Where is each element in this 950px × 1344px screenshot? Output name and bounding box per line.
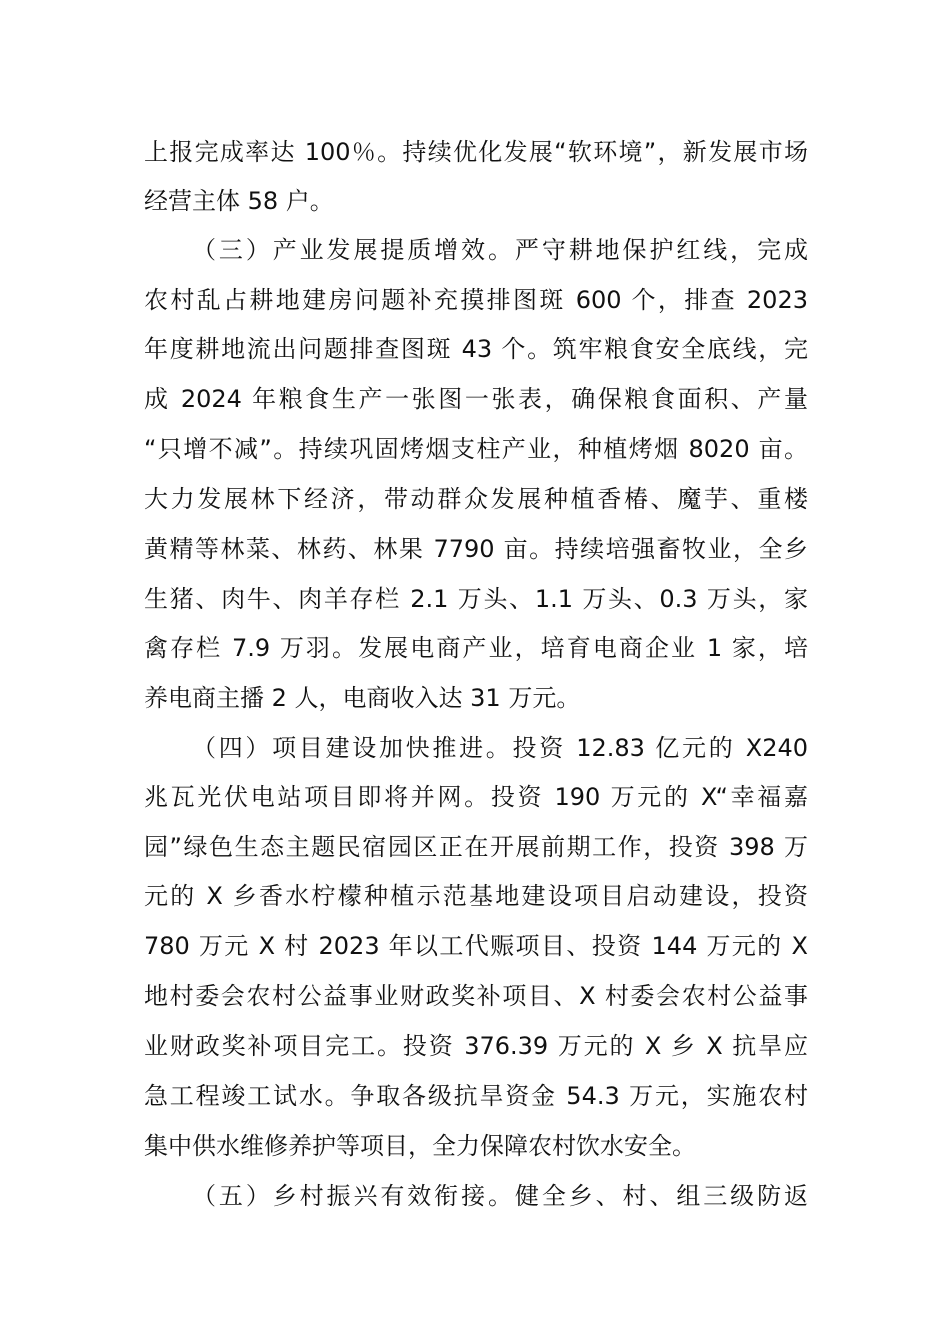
- text-line-11: 禽存栏 7.9 万羽。发展电商产业，培育电商企业 1 家，培: [144, 634, 808, 662]
- text-line-14: 兆瓦光伏电站项目即将并网。投资 190 万元的 X“幸福嘉: [144, 783, 808, 811]
- section-heading-3: （三）产业发展提质增效。严守耕地保护红线，完成: [192, 236, 808, 264]
- text-line-20: 急工程竣工试水。争取各级抗旱资金 54.3 万元，实施农村: [144, 1082, 808, 1110]
- section-heading-5: （五）乡村振兴有效衔接。健全乡、村、组三级防返: [192, 1182, 808, 1210]
- text-line-16: 元的 X 乡香水柠檬种植示范基地建设项目启动建设，投资: [144, 882, 808, 910]
- text-line-18: 地村委会农村公益事业财政奖补项目、X 村委会农村公益事: [144, 982, 808, 1010]
- text-line-4: 农村乱占耕地建房问题补充摸排图斑 600 个，排查 2023: [144, 286, 808, 314]
- text-line-1: 上报完成率达 100％。持续优化发展“软环境”，新发展市场: [144, 138, 808, 166]
- text-line-5: 年度耕地流出问题排查图斑 43 个。筑牢粮食安全底线，完: [144, 335, 808, 363]
- text-line-10: 生猪、肉牛、肉羊存栏 2.1 万头、1.1 万头、0.3 万头，家: [144, 585, 808, 613]
- text-line-7: “只增不减”。持续巩固烤烟支柱产业，种植烤烟 8020 亩。: [144, 435, 808, 463]
- text-line-21: 集中供水维修养护等项目，全力保障农村饮水安全。: [144, 1132, 696, 1160]
- text-line-6: 成 2024 年粮食生产一张图一张表，确保粮食面积、产量: [144, 385, 808, 413]
- text-line-19: 业财政奖补项目完工。投资 376.39 万元的 X 乡 X 抗旱应: [144, 1032, 808, 1060]
- text-line-8: 大力发展林下经济，带动群众发展种植香椿、魔芋、重楼: [144, 485, 808, 513]
- text-line-9: 黄精等林菜、林药、林果 7790 亩。持续培强畜牧业，全乡: [144, 535, 808, 563]
- section-heading-4: （四）项目建设加快推进。投资 12.83 亿元的 X240: [192, 734, 808, 762]
- text-line-2: 经营主体 58 户。: [144, 187, 334, 215]
- text-line-12: 养电商主播 2 人，电商收入达 31 万元。: [144, 684, 581, 712]
- text-line-15: 园”绿色生态主题民宿园区正在开展前期工作，投资 398 万: [144, 833, 808, 861]
- text-line-17: 780 万元 X 村 2023 年以工代赈项目、投资 144 万元的 X: [144, 932, 808, 960]
